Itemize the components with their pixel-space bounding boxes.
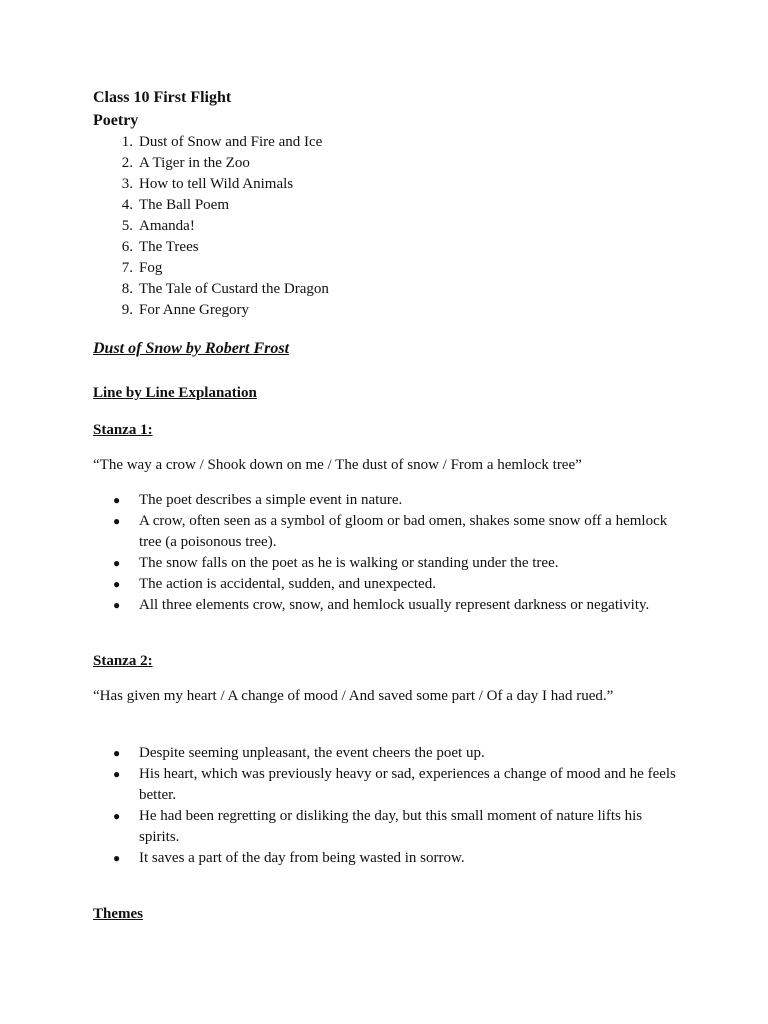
poem-title: The Tale of Custard the Dragon: [139, 281, 329, 297]
document-title: Class 10 First Flight: [93, 89, 232, 106]
list-item: [93, 195, 693, 216]
poem-heading: Dust of Snow by Robert Frost: [93, 340, 290, 357]
stanza-1-bullets: [93, 490, 683, 616]
poem-title: Dust of Snow and Fire and Ice: [139, 134, 323, 150]
list-item: [93, 806, 683, 848]
bullet-icon: ●: [113, 514, 121, 528]
list-item: [93, 574, 683, 595]
list-item: [93, 764, 683, 806]
bullet-text: The poet describes a simple event in nature.: [139, 492, 403, 508]
poem-title: A Tiger in the Zoo: [139, 155, 250, 171]
bullet-text: He had been regretting or disliking the day, but this small moment of nature lifts his spirits.: [139, 808, 643, 845]
bullet-text: All three elements crow, snow, and hemlock usually represent darkness or negativity.: [139, 597, 650, 613]
poem-title: Amanda!: [139, 218, 195, 234]
list-number: 2.: [121, 155, 133, 171]
list-item: [93, 300, 693, 321]
list-number: 1.: [121, 134, 133, 150]
section-heading-poetry: Poetry: [93, 112, 139, 129]
stanza-2-quote: “Has given my heart / A change of mood / And saved some part / Of a day I had rued.”: [93, 688, 614, 704]
stanza-2-bullets: [93, 743, 683, 869]
bullet-icon: ●: [113, 767, 121, 781]
bullet-icon: ●: [113, 746, 121, 760]
list-number: 7.: [121, 260, 133, 276]
bullet-text: Despite seeming unpleasant, the event cheers the poet up.: [139, 745, 485, 761]
list-number: 9.: [121, 302, 133, 318]
list-number: 8.: [121, 281, 133, 297]
stanza-2-heading: Stanza 2:: [93, 653, 153, 669]
list-item: [93, 848, 683, 869]
bullet-icon: ●: [113, 851, 121, 865]
bullet-icon: ●: [113, 577, 121, 591]
list-item: [93, 216, 693, 237]
stanza-1-quote: “The way a crow / Shook down on me / The dust of snow / From a hemlock tree”: [93, 457, 582, 473]
list-item: [93, 132, 693, 153]
list-number: 6.: [121, 239, 133, 255]
bullet-text: His heart, which was previously heavy or sad, experiences a change of mood and he feels better.: [139, 766, 676, 803]
list-item: [93, 553, 683, 574]
list-item: [93, 174, 693, 195]
list-number: 5.: [121, 218, 133, 234]
list-item: [93, 743, 683, 764]
poem-title: The Trees: [139, 239, 199, 255]
bullet-icon: ●: [113, 598, 121, 612]
bullet-icon: ●: [113, 493, 121, 507]
list-item: [93, 490, 683, 511]
explanation-heading: Line by Line Explanation: [93, 385, 257, 401]
list-item: [93, 511, 683, 553]
list-item: [93, 595, 683, 616]
bullet-text: The action is accidental, sudden, and unexpected.: [139, 576, 436, 592]
bullet-text: It saves a part of the day from being wasted in sorrow.: [139, 850, 465, 866]
list-item: [93, 279, 693, 300]
poem-title: The Ball Poem: [139, 197, 229, 213]
poem-title: For Anne Gregory: [139, 302, 249, 318]
themes-heading: Themes: [93, 906, 143, 922]
list-number: 4.: [121, 197, 133, 213]
poem-list: [93, 132, 693, 321]
bullet-text: A crow, often seen as a symbol of gloom or bad omen, shakes some snow off a hemlock tree (a poisonous tree).: [139, 513, 668, 550]
list-item: [93, 237, 693, 258]
poem-title: Fog: [139, 260, 163, 276]
poem-title: How to tell Wild Animals: [139, 176, 294, 192]
list-item: [93, 153, 693, 174]
bullet-text: The snow falls on the poet as he is walking or standing under the tree.: [139, 555, 559, 571]
bullet-icon: ●: [113, 809, 121, 823]
stanza-1-heading: Stanza 1:: [93, 422, 153, 438]
list-item: [93, 258, 693, 279]
bullet-icon: ●: [113, 556, 121, 570]
document-page: [93, 86, 693, 922]
list-number: 3.: [121, 176, 133, 192]
